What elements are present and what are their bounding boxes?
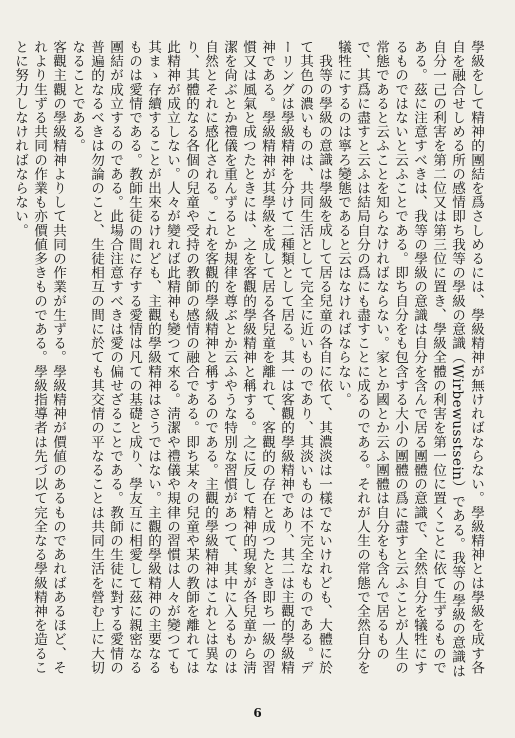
page-number: 6: [253, 706, 262, 720]
paragraph-3: 客觀主觀の學級精神よりして共同の作業が生ずる。學級精神が價値のあるものであればあるほど、それより生ずる共同の作業も亦價値多きものである。學級指導者は先づ以て完全なる學級精神を造ることに努力しなければならない。: [12, 40, 66, 675]
paragraph-1: 學級をして精神的團結を爲さしめるには、學級精神が無ければならない。學級精神とは學級を成す各自を融合せしめる所の感情即ち我等の學級の意識（Wirbewusstsein）である。我等の學級の意識は自分一己の利害を第二位又は第三位に置き、學級全體の利害を第一位に置くことに依て生ずるものである。茲に注意すべきは、我等の學級の意識は自分を含んで居る團體の意識で、全然自分を犠牲にするものではないと云ふことである。即ち自分をも包含する大小の團體の爲に盡すと云ふことが人生の常態であると云ふことを知らなければならない。家とか國とか云ふ團體は自分をも含んで居るもので、其爲に盡すと云ふは結局自分の爲にも盡すことに成るのである。それが人生の常態で全然自分を犠牲にするのは寧ろ變態であると云はなければならない。: [335, 40, 484, 678]
body-text: [12, 40, 485, 680]
paragraph-2: 我等の學級の意識は學級を成して居る兒童の各自に依て、其濃淡は一樣でないけれども、大體に於て其色の濃いものは、共同生活として完全に近いものであり、其淡いものは不完全なものである。デーリングは學級精神を分けて二種類として居る。其一は客觀的學級精神であり、其二は主觀的學級精神である。學級精神が其學級を成して居る各兒童を離れて、客觀的の存在と成つたとき即ち一級の習慣又は風氣と成つたときには、之を客觀的學級精神と稱する。之に反して精神的現象が各兒童から淸潔を尙ぶとか禮儀を重んずるとか規律を尊ぶとか云ふやうな特別な習慣があつて、其中に入るものは自然とそれに感化される。これを客觀的學級精神と稱するのである。主觀的學級精神はこれとは異なり、其體的なる各個の兒童や受持の教師の感情の融合である。即ち某々の兒童や某の教師を離れては此精神が成立しない。人々が變れば此精神も變つて來る。淸潔や禮儀や規律の習慣は人々が變つても其まゝ存續することが出來るけれども、主觀的學級精神はさうではない。主觀的學級精神の主要なるものは愛情である。教師生徒の間に存する愛情は凡ての基礎と成り、學友互に相愛して茲に親密なる團結が成立するのである。此場合注意すべきは愛の偏せざることである。教師の生徒に對する愛情の普遍的なるべきは勿論のこと、生徒相互の間に於ても其交情の平なることは共同生活を營む上に大切なることである。: [69, 40, 332, 675]
